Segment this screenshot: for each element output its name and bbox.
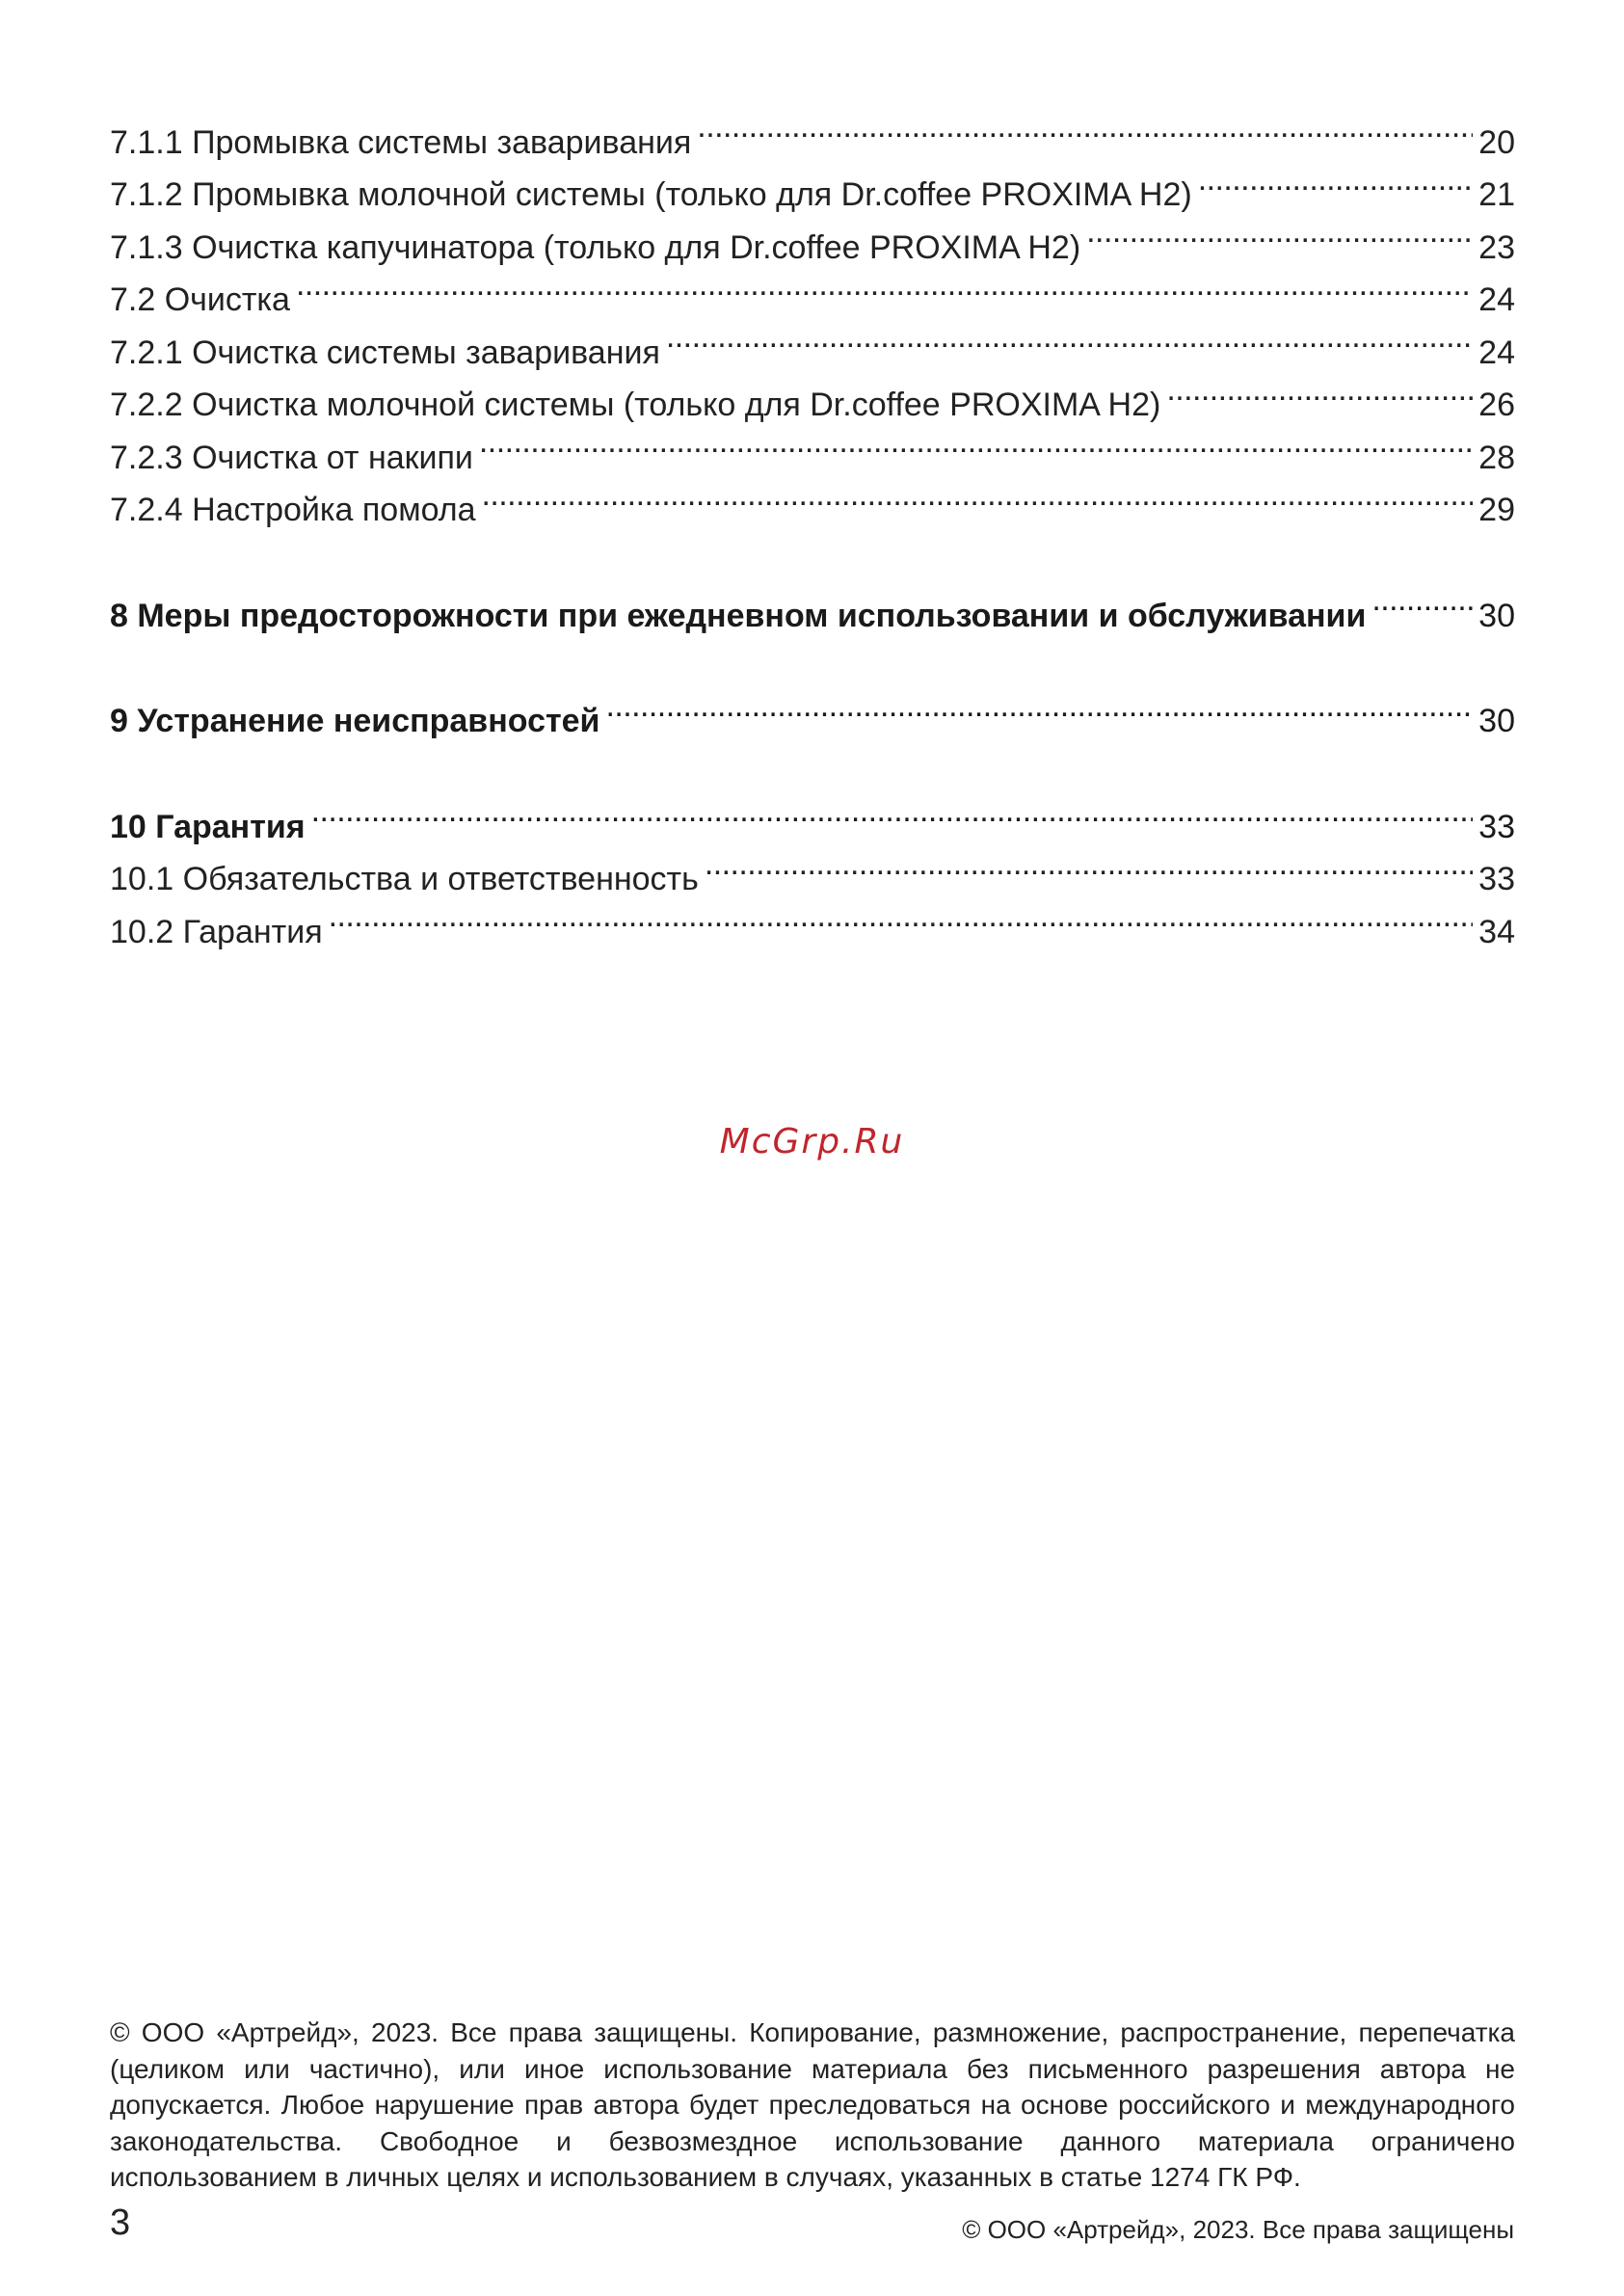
toc-chapter-entry[interactable] <box>110 785 1515 845</box>
toc-leader-dots <box>1086 205 1473 258</box>
toc-entry-title: 8 Меры предосторожности при ежедневном использовании и обслуживании <box>110 597 1367 634</box>
toc-entry-title: 10.1 Обязательства и ответственность <box>110 861 699 897</box>
copyright-notice: © ООО «Артрейд», 2023. Все права защищены. Копирование, размножение, распространение, перепечатка (целиком или частично), или иное использование материала без письменного разрешения автора не допускается. Любое нарушение прав автора будет преследоваться на основе российского и международного законодательства. Свободное и безвозмездное использование данного материала ограничено использованием в личных целях и использованием в случаях, указанных в статье 1274 ГК РФ. <box>110 2017 1515 2192</box>
toc-entry-page: 33 <box>1478 861 1515 897</box>
toc-leader-dots <box>1371 574 1473 627</box>
toc-entry-page: 20 <box>1478 123 1515 161</box>
toc-chapter-entry[interactable] <box>110 574 1515 634</box>
toc-leader-dots <box>705 838 1473 891</box>
toc-entry-page: 24 <box>1478 281 1515 318</box>
toc-entry-page: 34 <box>1478 913 1515 950</box>
toc-entry-page: 23 <box>1478 228 1515 266</box>
toc-entry[interactable] <box>110 310 1515 371</box>
toc-leader-dots <box>296 258 1473 311</box>
toc-entry-page: 26 <box>1478 387 1515 423</box>
table-of-contents <box>110 100 1515 950</box>
toc-leader-dots <box>1198 153 1473 206</box>
toc-entry-title: 7.1.3 Очистка капучинатора (только для Dr.coffee PROXIMA H2) <box>110 228 1081 266</box>
toc-chapter-entry[interactable] <box>110 680 1515 739</box>
watermark: McGrp.Ru <box>719 1122 905 1161</box>
toc-leader-dots <box>311 785 1474 838</box>
toc-entry-title: 7.2.2 Очистка молочной системы (только для Dr.coffee PROXIMA H2) <box>110 387 1161 423</box>
toc-entry-page: 21 <box>1478 176 1515 213</box>
toc-entry-title: 9 Устранение неисправностей <box>110 703 600 739</box>
toc-entry[interactable] <box>110 838 1515 897</box>
toc-entry-title: 7.2.1 Очистка системы заваривания <box>110 334 660 371</box>
toc-entry-title: 7.2.4 Настройка помола <box>110 492 476 528</box>
page-number: 3 <box>110 2203 131 2243</box>
toc-entry-title: 10.2 Гарантия <box>110 913 323 950</box>
toc-entry[interactable] <box>110 258 1515 318</box>
toc-entry-title: 7.2.3 Очистка от накипи <box>110 439 473 476</box>
toc-leader-dots <box>605 680 1473 733</box>
toc-entry-title: 7.1.2 Промывка молочной системы (только для Dr.coffee PROXIMA H2) <box>110 176 1192 213</box>
toc-entry-page: 28 <box>1478 439 1515 476</box>
toc-entry-title: 10 Гарантия <box>110 808 306 845</box>
toc-entry-title: 7.2 Очистка <box>110 281 290 318</box>
toc-entry-page: 30 <box>1478 597 1515 634</box>
footer-copyright: © ООО «Артрейд», 2023. Все права защищены <box>962 2215 1514 2244</box>
toc-entry-page: 29 <box>1478 492 1515 528</box>
toc-entry-page: 33 <box>1478 808 1515 845</box>
toc-leader-dots <box>329 890 1474 943</box>
toc-leader-dots <box>666 310 1473 363</box>
toc-leader-dots <box>697 100 1473 153</box>
toc-leader-dots <box>482 468 1474 521</box>
toc-entry[interactable] <box>110 100 1515 161</box>
toc-leader-dots <box>1166 363 1473 416</box>
toc-entry-page: 24 <box>1478 334 1515 371</box>
toc-leader-dots <box>479 415 1473 468</box>
toc-entry-title: 7.1.1 Промывка системы заваривания <box>110 123 692 161</box>
toc-entry-page: 30 <box>1478 703 1515 739</box>
